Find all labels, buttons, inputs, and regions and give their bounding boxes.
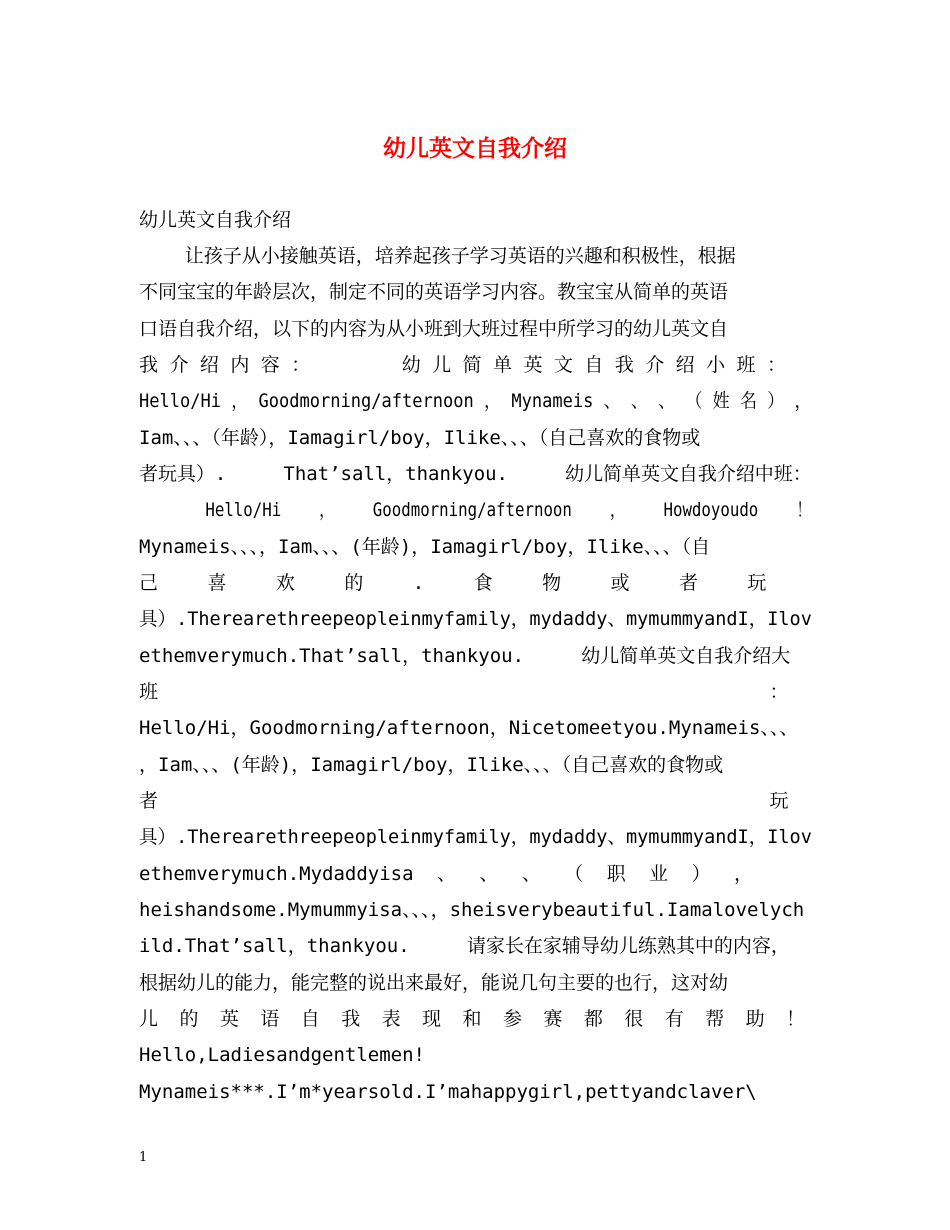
body-line: Hello/Hi ， Goodmorning/afternoon ， Mynameis 、 、 、 （ 姓 名 ） ， <box>139 390 812 412</box>
body-line: 者玩具）. That’sall，thankyou. 幼儿简单英文自我介绍中班： <box>139 463 812 485</box>
body-line: 我 介 绍 内 容 ： 幼 儿 简 单 英 文 自 我 介 绍 小 班 ： <box>139 354 786 376</box>
body-line: 班 ： <box>139 681 789 703</box>
body-line: Hello/Hi ， Goodmorning/afternoon ， Howdoyoudo ！ <box>139 499 812 521</box>
page-number: 1 <box>139 1150 148 1165</box>
body-line: ，Iam、、、(年龄)，Iamagirl/boy，Ilike、、、（自己喜欢的食物或 <box>139 754 724 776</box>
body-line: ethemverymuch.Mydaddyisa 、 、 、 （ 职 业 ） ， <box>139 863 754 885</box>
body-line: 具）.Therearethreepeopleinmyfamily，mydaddy、mymummyandI，Ilov <box>139 826 812 848</box>
body-line: 口语自我介绍，以下的内容为从小班到大班过程中所学习的幼儿英文自 <box>139 318 729 340</box>
document-title: 幼儿英文自我介绍 <box>383 135 567 162</box>
body-line: 幼儿英文自我介绍 <box>139 209 292 231</box>
body-line: Hello,Ladiesandgentlemen! <box>139 1044 425 1066</box>
body-line: ethemverymuch.That’sall，thankyou. 幼儿简单英文自我介绍大 <box>139 645 791 667</box>
body-line: 儿 的 英 语 自 我 表 现 和 参 赛 都 很 有 帮 助 ！ <box>139 1008 806 1030</box>
body-line: Mynameis***.I’m*yearsold.I’mahappygirl,pettyandclaver\ <box>139 1081 757 1103</box>
body-line: ild.That’sall，thankyou. 请家长在家辅导幼儿练熟其中的内容， <box>139 935 790 957</box>
body-line: Mynameis、、、，Iam、、、(年龄)，Iamagirl/boy，Ilike、、、（自 <box>139 536 711 558</box>
body-line: 具）.Therearethreepeopleinmyfamily，mydaddy、mymummyandI，Ilov <box>139 608 812 630</box>
body-line: 让孩子从小接触英语，培养起孩子学习英语的兴趣和积极性，根据 <box>139 245 736 267</box>
body-line: Hello/Hi，Goodmorning/afternoon，Nicetomeetyou.Mynameis、、、 <box>139 717 799 739</box>
body-line: 者 玩 <box>139 790 789 812</box>
body-line: 不同宝宝的年龄层次，制定不同的英语学习内容。教宝宝从简单的英语 <box>139 281 729 303</box>
body-line: 根据幼儿的能力，能完整的说出来最好，能说几句主要的也行，这对幼 <box>139 972 729 994</box>
body-line: heishandsome.Mymummyisa、、、，sheisverybeautiful.Iamalovelych <box>139 899 805 921</box>
body-line: 己 喜 欢 的 . 食 物 或 者 玩 <box>139 572 767 594</box>
body-line: Iam、、、（年龄），Iamagirl/boy，Ilike、、、（自己喜欢的食物或 <box>139 427 701 449</box>
